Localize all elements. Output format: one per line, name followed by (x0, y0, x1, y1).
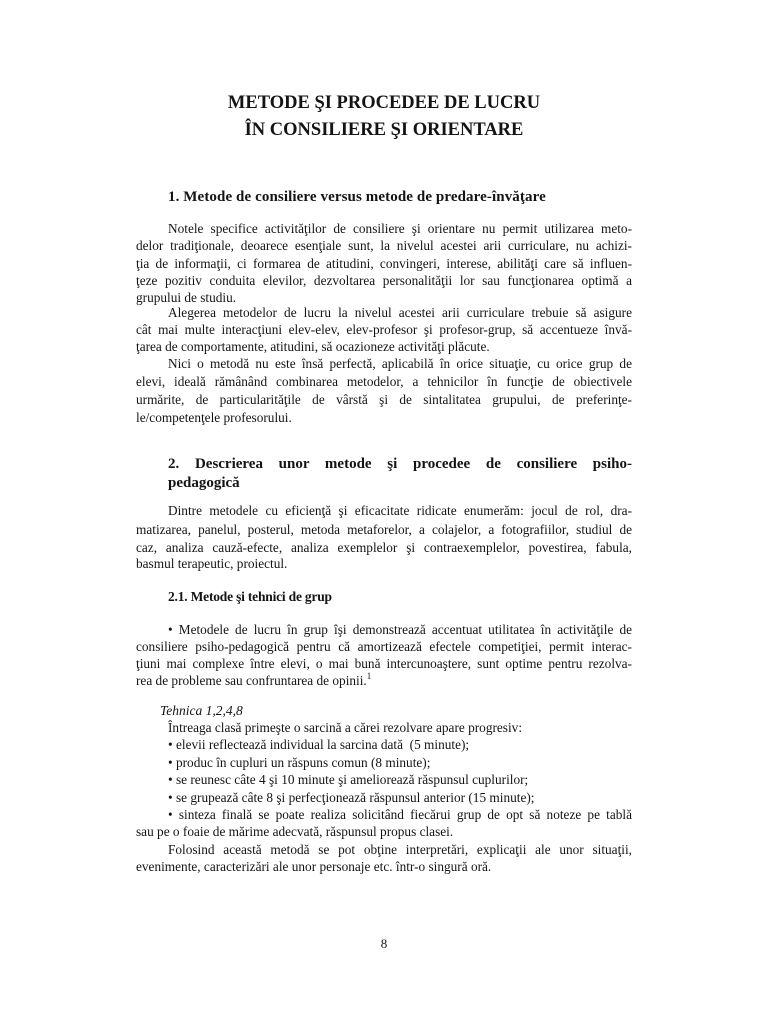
subsection-heading-2-1: 2.1. Metode şi tehnici de grup (168, 589, 332, 604)
paragraph-line: basmul terapeutic, proiectul. (136, 556, 288, 571)
paragraph-line: consiliere psiho-pedagogică pentru că amortizează efectele competiţiei, permit interac- (136, 639, 632, 654)
paragraph-line: grupului de studiu. (136, 290, 237, 305)
paragraph-line: ţeze pozitiv conduita elevilor, dezvoltarea personalităţii lor sau funcţionarea optimă a (136, 273, 632, 288)
paragraph-line: Dintre metodele cu eficienţă şi eficacitate ridicate enumerăm: jocul de rol, dra- (168, 503, 632, 518)
paragraph-line: rea de probleme sau confruntarea de opinii. (136, 673, 367, 688)
paragraph-line: delor tradiţionale, deoarece esenţiale sunt, la nivelul acestei arii curriculare, nu achizi- (136, 238, 632, 253)
bullet-item: • elevii reflectează individual la sarcina dată (5 minute); (168, 737, 470, 752)
paragraph-line: Notele specifice activităţilor de consiliere şi orientare nu permit utilizarea meto- (168, 221, 632, 236)
paragraph-line-with-footnote (136, 672, 371, 690)
section-heading-2-continued: pedagogică (168, 475, 240, 491)
paragraph-line: ţiuni mai complexe între elevi, o mai bună intercunoaştere, sunt optime pentru rezolva- (136, 656, 632, 671)
paragraph-line: sau pe o foaie de mărime adecvată, răspunsul propus clasei. (136, 824, 454, 839)
bullet-item: • se reunesc câte 4 şi 10 minute şi ameliorează răspunsul cuplurilor; (168, 772, 529, 787)
paragraph-line: Nici o metodă nu este însă perfectă, aplicabilă în orice situaţie, cu orice grup de (168, 356, 632, 371)
section-heading-2: 2. Descrierea unor metode şi procedee de consiliere psiho- (168, 456, 632, 472)
paragraph-line: caz, analiza cauză-efecte, analiza exemplelor şi contraexemplelor, povestirea, fabula, (136, 540, 632, 555)
paragraph-line: ţia de informaţii, ci formarea de atitudini, convingeri, interese, abilităţi care să influen- (136, 256, 632, 271)
document-title-line-2: ÎN CONSILIERE ŞI ORIENTARE (244, 120, 524, 140)
paragraph-line: Alegerea metodelor de lucru la nivelul acestei arii curriculare trebuie să asigure (168, 305, 632, 320)
paragraph-line: le/competenţele profesorului. (136, 410, 292, 425)
bullet-item: • se grupează câte 8 şi perfecţionează răspunsul anterior (15 minute); (168, 790, 535, 805)
paragraph-line: ţarea de comportamente, atitudini, să ocazioneze activităţi plăcute. (136, 339, 490, 354)
footnote-ref: 1 (366, 671, 372, 681)
technique-title: Tehnica 1,2,4,8 (160, 703, 243, 718)
bullet-item: • sinteza finală se poate realiza solicitând fiecărui grup de opt să noteze pe tablă (168, 807, 632, 822)
paragraph-line: urmărite, de particularităţile de vârstă şi de sintalitatea grupului, de preferinţe- (136, 392, 632, 407)
paragraph-line: elevi, ideală rămânând combinarea metodelor, a tehnicilor în funcţie de obiectivele (136, 374, 632, 389)
paragraph-line: cât mai multe interacţiuni elev-elev, elev-profesor şi profesor-grup, să accentueze învă- (136, 322, 632, 337)
bullet-paragraph-line: • Metodele de lucru în grup îşi demonstrează accentuat utilitatea în activităţile de (168, 622, 632, 637)
paragraph-line: evenimente, caracterizări ale unor personaje etc. într-o singură oră. (136, 859, 492, 874)
bullet-item: • produc în cupluri un răspuns comun (8 minute); (168, 755, 431, 770)
document-title-line-1: METODE ŞI PROCEDEE DE LUCRU (227, 93, 541, 113)
page-number: 8 (380, 936, 388, 951)
paragraph-line: Folosind această metodă se pot obţine interpretări, explicaţii ale unor situaţii, (168, 842, 632, 857)
section-heading-1: 1. Metode de consiliere versus metode de predare-învăţare (168, 189, 546, 205)
paragraph-line: Întreaga clasă primeşte o sarcină a cărei rezolvare apare progresiv: (168, 720, 523, 735)
paragraph-line: matizarea, panelul, posterul, metoda metaforelor, a colajelor, a fotografiilor, studiul de (136, 522, 632, 537)
